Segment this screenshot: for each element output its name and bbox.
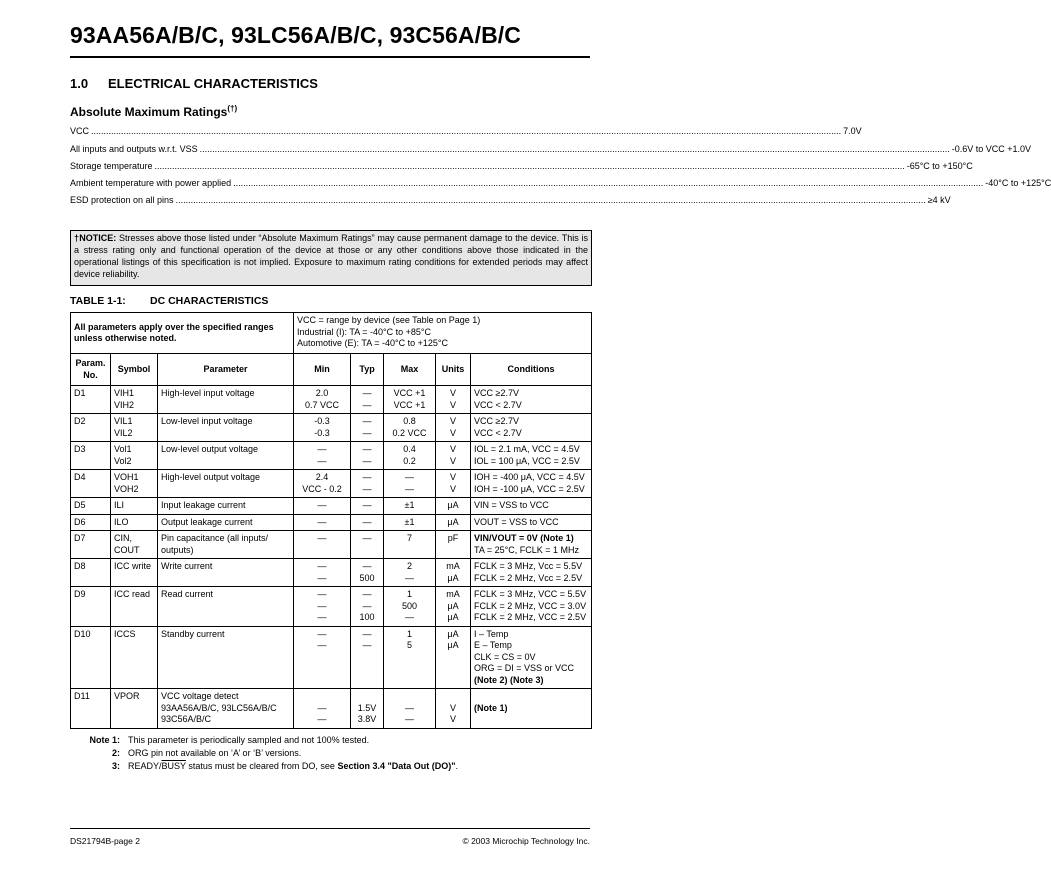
cell-sym — [111, 514, 158, 531]
cell-line: 2.4 — [315, 472, 329, 482]
cell-line: — — [317, 612, 327, 622]
ratings-heading — [70, 104, 237, 119]
cell-cond — [471, 386, 592, 414]
cell-typ — [351, 470, 384, 498]
cell-line: V — [450, 444, 457, 454]
cell-line: μA — [447, 640, 459, 650]
cell-line — [474, 691, 588, 703]
cell-max — [384, 559, 436, 587]
cell-line: 0.2 VCC — [392, 427, 427, 438]
cell-line: — — [362, 516, 372, 527]
table-row — [71, 559, 592, 587]
cell-line: VCC +1 — [393, 388, 426, 398]
cell-cond — [471, 442, 592, 470]
table-row — [71, 689, 592, 729]
cell-units — [436, 559, 471, 587]
cell-no: D7 — [71, 531, 111, 559]
cell-line: — — [405, 702, 415, 713]
cell-cond — [471, 414, 592, 442]
condition-line: Automotive (E): TA = -40°C to +125°C — [297, 338, 448, 348]
cell-line: — — [317, 572, 327, 583]
cell-line: — — [362, 640, 372, 650]
cell-typ — [351, 414, 384, 442]
column-header: Units — [436, 354, 471, 386]
dc-characteristics-table — [70, 312, 592, 729]
footer-doc-id: DS21794B-page 2 — [70, 836, 140, 846]
cell-line: — — [317, 444, 327, 454]
column-header: Param. No. — [71, 354, 111, 386]
cell-units — [436, 442, 471, 470]
cell-line: V — [450, 472, 457, 482]
cell-line: V — [450, 427, 457, 438]
cell-no: D9 — [71, 587, 111, 627]
cell-line: V — [450, 416, 457, 426]
cell-sym — [111, 442, 158, 470]
rating-row — [70, 178, 1051, 188]
cell-line: V — [450, 455, 457, 466]
condition-line: VCC = range by device (see Table on Page 1) — [297, 315, 481, 325]
rating-row — [70, 195, 951, 205]
cell-line: VCC < 2.7V — [474, 399, 522, 410]
cell-line: IOH = -100 μA, VCC = 2.5V — [474, 483, 585, 494]
table-row — [71, 626, 592, 689]
cell-max — [384, 531, 436, 559]
cell-typ — [351, 689, 384, 729]
cell-line: VOUT = VSS to VCC — [474, 516, 559, 527]
rating-value: -65°C to +150°C — [906, 161, 973, 171]
table-row — [71, 414, 592, 442]
cell-max — [384, 414, 436, 442]
cell-param: High-level input voltage — [158, 386, 294, 414]
table-number: TABLE 1-1: — [70, 295, 126, 307]
cell-line: I – Temp — [474, 628, 509, 639]
cell-line: VIL2 — [114, 427, 133, 438]
cell-line: — — [317, 714, 327, 724]
cell-param: Read current — [158, 587, 294, 627]
cell-cond — [471, 587, 592, 627]
cell-line: — — [362, 483, 372, 494]
cell-line: — — [405, 572, 415, 583]
cell-line: — — [362, 388, 372, 398]
footer-rule — [70, 828, 590, 829]
cell-line: 5 — [407, 640, 413, 650]
cell-line: — — [317, 533, 327, 543]
cell-line: V — [450, 399, 457, 410]
cell-line: — — [405, 714, 415, 724]
cell-line: — — [317, 702, 327, 713]
cell-min — [294, 442, 351, 470]
cell-sym — [111, 559, 158, 587]
cell-line: VCC < 2.7V — [474, 427, 522, 438]
cell-line: VCC ≥2.7V — [474, 388, 519, 398]
cell-line: — — [317, 455, 327, 466]
cell-line: 500 — [359, 572, 375, 583]
cell-line: FCLK = 3 MHz, VCC = 5.5V — [474, 589, 587, 599]
cell-units — [436, 626, 471, 689]
ratings-heading-text: Absolute Maximum Ratings — [70, 105, 228, 119]
cell-line: ICCS — [114, 628, 136, 639]
cell-max — [384, 689, 436, 729]
cell-line: 7 — [407, 533, 413, 543]
cell-param: Output leakage current — [158, 514, 294, 531]
cell-line — [297, 691, 347, 703]
cell-line: 2.0 — [315, 388, 329, 398]
page-title: 93AA56A/B/C, 93LC56A/B/C, 93C56A/B/C — [70, 22, 521, 48]
cell-line: VIN/VOUT = 0V (Note 1) — [474, 533, 574, 543]
cell-line: ±1 — [404, 500, 415, 510]
table-row — [71, 531, 592, 559]
cell-no: D10 — [71, 626, 111, 689]
cell-line: μA — [447, 572, 459, 583]
cell-line: Vol2 — [114, 455, 132, 466]
rating-value: -40°C to +125°C — [985, 178, 1051, 188]
leader-dots: ............................................................................................................................................................................................................................................................................................................ — [175, 195, 926, 205]
cell-line: COUT — [114, 544, 140, 555]
section-title: ELECTRICAL CHARACTERISTICS — [108, 76, 318, 91]
column-header: Min — [294, 354, 351, 386]
cell-line: — — [317, 600, 327, 611]
cell-no: D4 — [71, 470, 111, 498]
column-header: Typ — [351, 354, 384, 386]
cell-sym — [111, 626, 158, 689]
cell-typ — [351, 514, 384, 531]
cell-param: High-level output voltage — [158, 470, 294, 498]
cell-line: IOL = 2.1 mA, VCC = 4.5V — [474, 444, 580, 454]
cell-line: VCC +1 — [393, 399, 426, 410]
cell-line: 1 — [407, 628, 413, 639]
cell-line: -0.3 — [314, 416, 330, 426]
title-rule — [70, 56, 590, 58]
cell-no: D11 — [71, 689, 111, 729]
cell-line: E – Temp — [474, 640, 512, 650]
cell-sym — [111, 689, 158, 729]
cell-no: D3 — [71, 442, 111, 470]
cell-line: (Note 2) (Note 3) — [474, 674, 544, 685]
cell-no: D1 — [71, 386, 111, 414]
cell-line: FCLK = 3 MHz, Vcc = 5.5V — [474, 561, 583, 571]
cell-line: V — [450, 483, 457, 494]
cell-line: — — [362, 427, 372, 438]
cell-line: FCLK = 2 MHz, VCC = 3.0V — [474, 600, 587, 611]
footer-copyright: © 2003 Microchip Technology Inc. — [462, 836, 590, 846]
note-text: ORG pin not available on ‘A’ or ‘B’ versions. — [128, 748, 302, 758]
cell-line: VIL1 — [114, 416, 133, 426]
cell-line: IOL = 100 μA, VCC = 2.5V — [474, 455, 580, 466]
rating-label: ESD protection on all pins — [70, 195, 174, 205]
cell-line: — — [317, 628, 327, 639]
table-row — [71, 442, 592, 470]
cell-line: — — [362, 399, 372, 410]
cell-line: — — [405, 612, 415, 622]
cell-line: V — [450, 388, 457, 398]
cell-param: Standby current — [158, 626, 294, 689]
cell-min — [294, 514, 351, 531]
cell-line: — — [317, 516, 327, 527]
cell-units — [436, 470, 471, 498]
cell-typ — [351, 559, 384, 587]
cell-line: 0.4 — [403, 444, 416, 454]
cell-sym — [111, 470, 158, 498]
cell-line: 93C56A/B/C — [161, 714, 212, 724]
cell-line: 0.7 VCC — [305, 399, 340, 410]
rating-row — [70, 126, 862, 136]
cell-line: — — [362, 444, 372, 454]
column-header: Symbol — [111, 354, 158, 386]
cell-line: — — [317, 640, 327, 650]
cell-line: ICC write — [114, 561, 152, 571]
cell-typ — [351, 587, 384, 627]
cell-cond — [471, 498, 592, 515]
notice-label: †NOTICE: — [74, 233, 117, 243]
cell-line: VIN = VSS to VCC — [474, 500, 549, 510]
table-row — [71, 514, 592, 531]
note-number: 3: — [111, 761, 120, 771]
cell-no: D8 — [71, 559, 111, 587]
cell-cond — [471, 531, 592, 559]
cell-line: 3.8V — [357, 714, 377, 724]
rating-label: All inputs and outputs w.r.t. VSS — [70, 144, 198, 154]
column-header: Parameter — [158, 354, 294, 386]
cell-line: 93AA56A/B/C, 93LC56A/B/C — [161, 702, 277, 713]
cell-min — [294, 559, 351, 587]
cell-no: D5 — [71, 498, 111, 515]
cell-units — [436, 587, 471, 627]
cell-max — [384, 587, 436, 627]
cell-cond — [471, 470, 592, 498]
cell-line: 0.2 — [403, 455, 416, 466]
table-header-row — [71, 354, 592, 386]
cell-line: mA — [446, 561, 460, 571]
cell-line: ILI — [114, 500, 125, 510]
cell-typ — [351, 442, 384, 470]
cell-cond — [471, 559, 592, 587]
cell-sym — [111, 498, 158, 515]
rating-label: VCC — [70, 126, 90, 136]
cell-line: V — [450, 714, 457, 724]
cell-line: FCLK = 2 MHz, Vcc = 2.5V — [474, 572, 583, 583]
cell-line: ORG = DI = VSS or VCC — [474, 663, 575, 673]
cell-typ — [351, 626, 384, 689]
cell-cond — [471, 626, 592, 689]
section-number: 1.0 — [70, 76, 89, 91]
cell-min — [294, 470, 351, 498]
note-row — [74, 734, 458, 747]
cell-line: Vol1 — [114, 444, 132, 454]
cell-units — [436, 414, 471, 442]
table-conditions-row — [71, 313, 592, 354]
cell-min — [294, 414, 351, 442]
cell-line: -0.3 — [314, 427, 330, 438]
cell-line: mA — [446, 589, 460, 599]
cell-line: 100 — [359, 612, 375, 622]
cell-line: IOH = -400 μA, VCC = 4.5V — [474, 472, 585, 482]
cell-units — [436, 514, 471, 531]
rating-label: Ambient temperature with power applied — [70, 178, 232, 188]
table-name: DC CHARACTERISTICS — [150, 295, 269, 307]
rating-value: ≥4 kV — [927, 195, 951, 205]
cell-line: — — [317, 589, 327, 599]
cell-sym — [111, 414, 158, 442]
cell-line — [354, 691, 380, 703]
cell-param: Input leakage current — [158, 498, 294, 515]
cell-typ — [351, 531, 384, 559]
note-part-bold: Section 3.4 "Data Out (DO)" — [337, 761, 456, 771]
leader-dots: ............................................................................................................................................................................................................................................................................................................ — [233, 178, 984, 188]
column-header: Conditions — [471, 354, 592, 386]
cell-line: μA — [447, 500, 459, 510]
cell-line: 0.8 — [403, 416, 416, 426]
cell-line: — — [362, 500, 372, 510]
table-row — [71, 498, 592, 515]
cell-line: VOH2 — [114, 483, 139, 494]
cell-line: μA — [447, 612, 459, 622]
note-row — [74, 760, 458, 773]
cell-no: D2 — [71, 414, 111, 442]
column-header: Max — [384, 354, 436, 386]
cell-line — [439, 691, 467, 703]
table-row — [71, 470, 592, 498]
cell-min — [294, 498, 351, 515]
note-part-post: . — [455, 761, 459, 771]
cell-min — [294, 626, 351, 689]
cell-line: ±1 — [404, 516, 415, 527]
cell-param: Pin capacitance (all inputs/ outputs) — [158, 531, 294, 559]
cell-units — [436, 386, 471, 414]
cell-line: ICC read — [114, 589, 151, 599]
cell-max — [384, 470, 436, 498]
cell-line: VPOR — [114, 691, 140, 701]
cell-line: VIH1 — [114, 388, 135, 398]
cell-line: μA — [447, 516, 459, 527]
cell-line: — — [405, 483, 415, 494]
cell-line: — — [362, 416, 372, 426]
cell-line: — — [362, 628, 372, 639]
leader-dots: ............................................................................................................................................................................................................................................................................................................ — [199, 144, 950, 154]
cell-min — [294, 531, 351, 559]
cell-units — [436, 689, 471, 729]
cell-param: Write current — [158, 559, 294, 587]
cell-units — [436, 531, 471, 559]
cell-units — [436, 498, 471, 515]
cell-line: pF — [447, 533, 459, 543]
cell-sym — [111, 531, 158, 559]
ratings-heading-mark: (†) — [227, 104, 238, 113]
rating-row — [70, 144, 1032, 154]
cell-line: TA = 25°C, FCLK = 1 MHz — [474, 544, 579, 555]
note-number: 2: — [111, 748, 120, 758]
cell-param: Low-level input voltage — [158, 414, 294, 442]
cell-line: — — [317, 500, 327, 510]
cell-cond — [471, 689, 592, 729]
cell-typ — [351, 498, 384, 515]
cell-min — [294, 587, 351, 627]
cell-line: — — [405, 472, 415, 482]
note-text: This parameter is periodically sampled and not 100% tested. — [128, 735, 370, 745]
cell-max — [384, 626, 436, 689]
notice-box — [70, 230, 592, 286]
cell-no: D6 — [71, 514, 111, 531]
rating-label: Storage temperature — [70, 161, 153, 171]
cell-line: 2 — [407, 561, 413, 571]
cell-line: VCC - 0.2 — [302, 483, 342, 494]
rating-row — [70, 161, 973, 171]
cell-max — [384, 386, 436, 414]
note-part-mid: status must be cleared from DO, see — [185, 761, 338, 771]
cell-line: (Note 1) — [474, 702, 508, 713]
cell-sym — [111, 587, 158, 627]
cell-min — [294, 689, 351, 729]
cell-line: — — [362, 600, 372, 611]
cell-line: FCLK = 2 MHz, VCC = 2.5V — [474, 612, 587, 622]
cell-line: — — [362, 533, 372, 543]
cell-line: — — [362, 589, 372, 599]
cell-line: — — [362, 455, 372, 466]
cell-line — [387, 691, 432, 703]
table-row — [71, 587, 592, 627]
leader-dots: ............................................................................................................................................................................................................................................................................................................ — [91, 126, 842, 136]
cell-min — [294, 386, 351, 414]
rating-value: -0.6V to VCC +1.0V — [951, 144, 1032, 154]
cell-line: — — [362, 472, 372, 482]
cell-line: — — [362, 561, 372, 571]
cell-line: CLK = CS = 0V — [474, 651, 536, 662]
cell-line: VIH2 — [114, 399, 135, 410]
cell-line: 1 — [407, 589, 413, 599]
cell-line: V — [450, 702, 457, 713]
cell-line: μA — [447, 628, 459, 639]
cell-cond — [471, 514, 592, 531]
cell-param: Low-level output voltage — [158, 442, 294, 470]
cell-line: CIN, — [114, 533, 132, 543]
cell-line: ILO — [114, 516, 129, 527]
cell-line: 1.5V — [357, 702, 377, 713]
cell-line: μA — [447, 600, 459, 611]
note-row — [74, 747, 458, 760]
cell-max — [384, 498, 436, 515]
table-title — [70, 295, 268, 307]
cell-line: VOH1 — [114, 472, 139, 482]
leader-dots: ............................................................................................................................................................................................................................................................................................................ — [154, 161, 905, 171]
rating-value: 7.0V — [843, 126, 862, 136]
cell-param — [158, 689, 294, 729]
cell-max — [384, 514, 436, 531]
notice-text: Stresses above those listed under “Absolute Maximum Ratings” may cause permanent damage to the device. This is a stress rating only and functional operation of the device at those or any other conditions above those indicated in the operational listings of this specification is not implied. Exposure to maximum rating conditions for extended periods may affect device reliability. — [74, 233, 588, 279]
note-number: Note 1: — [89, 735, 120, 745]
cell-line: 500 — [402, 600, 418, 611]
cell-line: VCC voltage detect — [161, 691, 239, 701]
table-notes — [74, 734, 458, 773]
table-row — [71, 386, 592, 414]
note-part-pre: READY/ — [128, 761, 162, 771]
cell-max — [384, 442, 436, 470]
conditions-left: All parameters apply over the specified ranges unless otherwise noted. — [71, 313, 294, 354]
cell-sym — [111, 386, 158, 414]
note-part-over: BUSY — [161, 761, 186, 771]
conditions-right — [294, 313, 592, 354]
cell-typ — [351, 386, 384, 414]
cell-line: VCC ≥2.7V — [474, 416, 519, 426]
condition-line: Industrial (I): TA = -40°C to +85°C — [297, 326, 431, 337]
cell-line: — — [317, 561, 327, 571]
section-heading — [70, 76, 318, 91]
note-text — [128, 760, 458, 773]
